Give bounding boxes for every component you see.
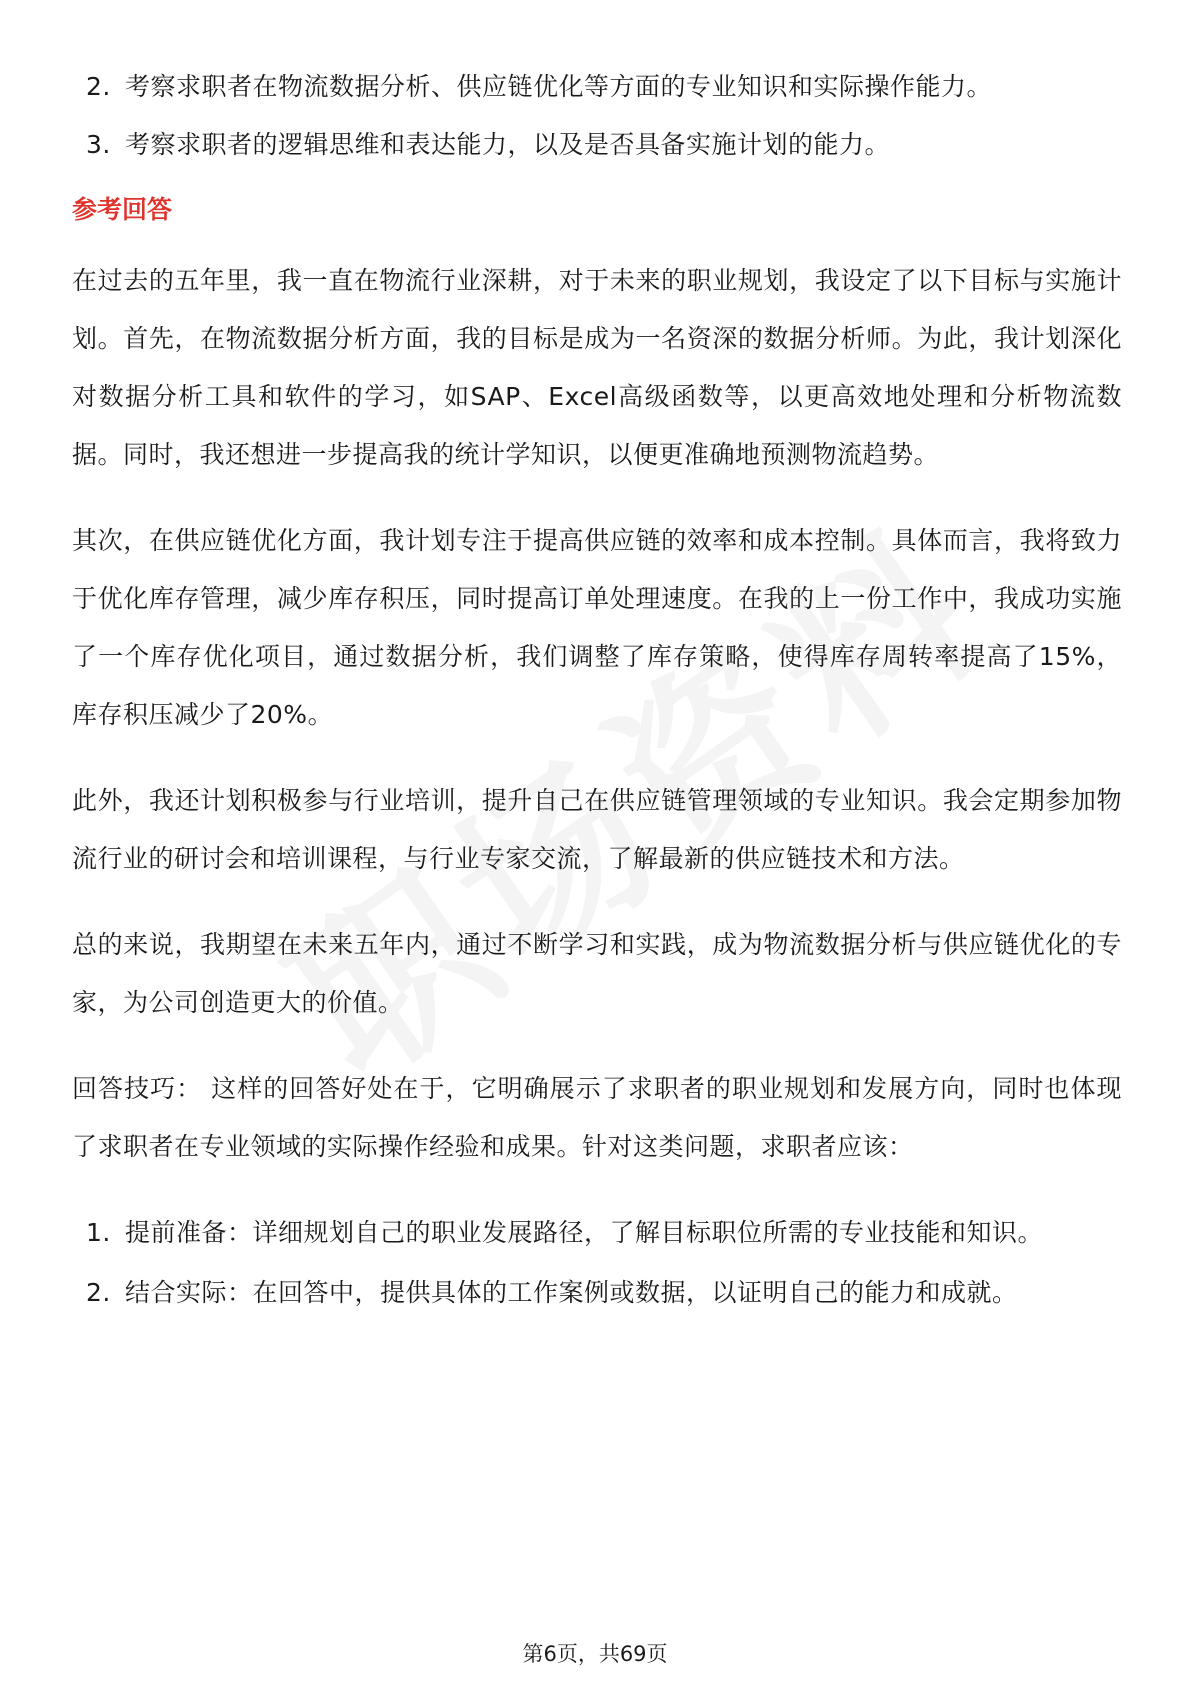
list-item: [72, 1264, 1122, 1322]
tips-paragraph: 回答技巧： 这样的回答好处在于，它明确展示了求职者的职业规划和发展方向，同时也体现了求职者在专业领域的实际操作经验和成果。针对这类问题，求职者应该：: [72, 1074, 1122, 1161]
list-item-number: 1.: [86, 1218, 111, 1247]
page-content: [72, 58, 1122, 1324]
list-item-text: 考察求职者的逻辑思维和表达能力，以及是否具备实施计划的能力。: [125, 130, 891, 159]
answer-paragraph: 总的来说，我期望在未来五年内，通过不断学习和实践，成为物流数据分析与供应链优化的专家，为公司创造更大的价值。: [72, 930, 1122, 1017]
evaluation-points-list: [72, 58, 1122, 174]
list-item: [72, 1204, 1122, 1262]
list-item: [72, 116, 1122, 174]
answer-paragraph: 在过去的五年里，我一直在物流行业深耕，对于未来的职业规划，我设定了以下目标与实施计划。首先，在物流数据分析方面，我的目标是成为一名资深的数据分析师。为此，我计划深化对数据分析工具和软件的学习，如SAP、Excel高级函数等，以更高效地处理和分析物流数据。同时，我还想进一步提高我的统计学知识，以便更准确地预测物流趋势。: [72, 266, 1122, 469]
list-item-text: 结合实际：在回答中，提供具体的工作案例或数据，以证明自己的能力和成就。: [125, 1278, 1018, 1307]
page-number-footer: 第6页，共69页: [522, 1642, 668, 1666]
list-item: [72, 58, 1122, 116]
answer-paragraph: 此外，我还计划积极参与行业培训，提升自己在供应链管理领域的专业知识。我会定期参加物流行业的研讨会和培训课程，与行业专家交流，了解最新的供应链技术和方法。: [72, 786, 1122, 873]
list-item-text: 考察求职者在物流数据分析、供应链优化等方面的专业知识和实际操作能力。: [125, 72, 993, 101]
answer-paragraph: 其次，在供应链优化方面，我计划专注于提高供应链的效率和成本控制。具体而言，我将致力于优化库存管理，减少库存积压，同时提高订单处理速度。在我的上一份工作中，我成功实施了一个库存优化项目，通过数据分析，我们调整了库存策略，使得库存周转率提高了15%，库存积压减少了20%。: [72, 526, 1122, 729]
list-item-number: 2.: [86, 1278, 111, 1307]
section-heading: 参考回答: [72, 195, 173, 224]
tips-list: [72, 1204, 1122, 1322]
list-item-number: 3.: [86, 130, 111, 159]
list-item-text: 提前准备：详细规划自己的职业发展路径，了解目标职位所需的专业技能和知识。: [125, 1218, 1044, 1247]
list-item-number: 2.: [86, 72, 111, 101]
